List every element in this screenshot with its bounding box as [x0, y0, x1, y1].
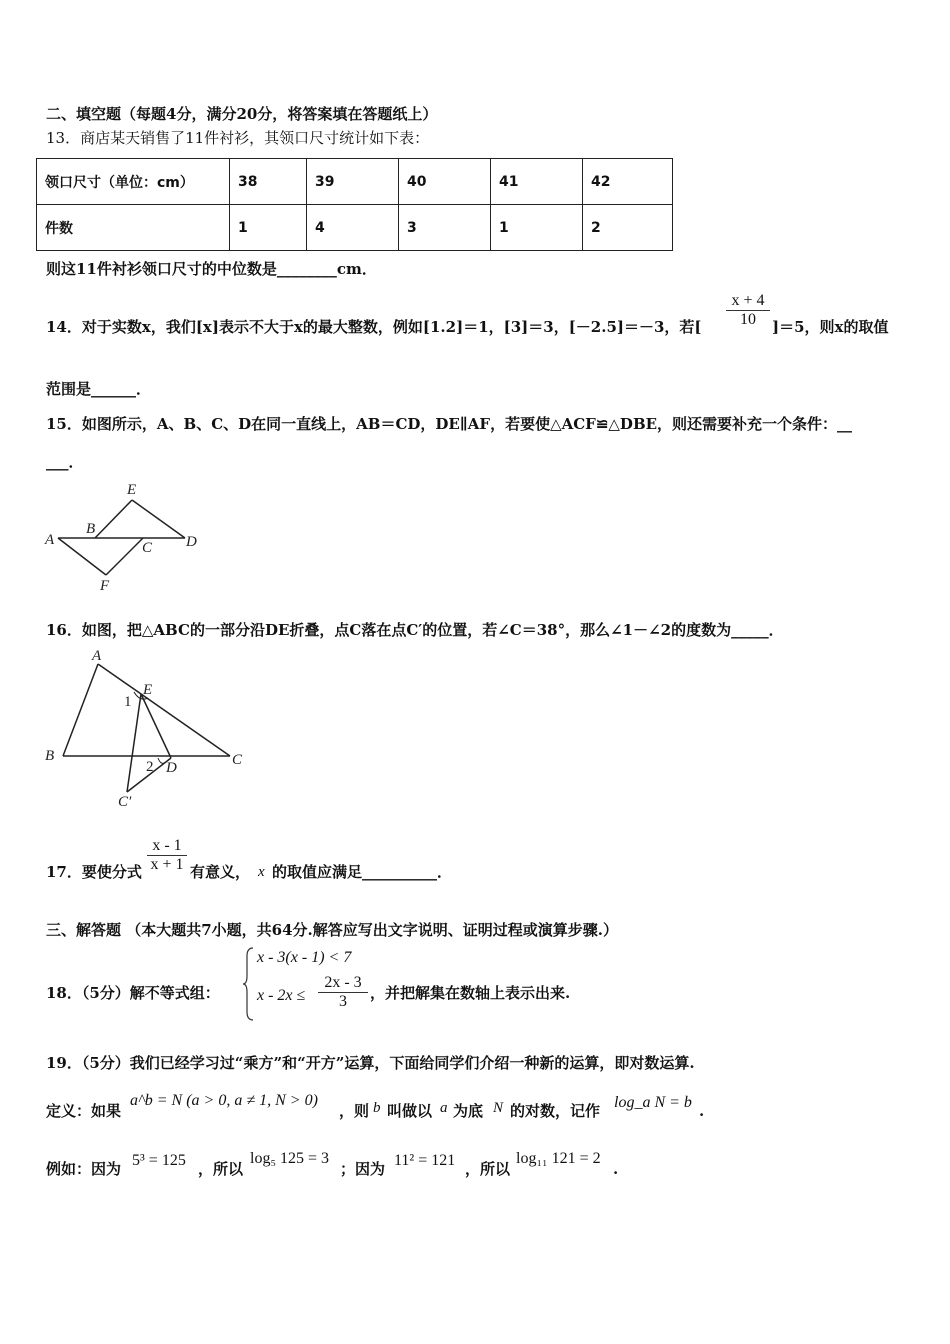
q14-text-b: ]＝5，则x的取值 — [772, 318, 889, 336]
angle-2-label: 2 — [146, 759, 154, 775]
q19-def-mid2: 叫做以 — [387, 1102, 433, 1120]
label-B: B — [86, 521, 96, 537]
q19-line1: 19．（5分）我们已经学习过“乘方”和“开方”运算，下面给同学们介绍一种新的运算，即对数运算. — [46, 1054, 695, 1072]
table-cell: 42 — [583, 159, 673, 205]
table-header-count: 件数 — [37, 205, 230, 251]
section-2-title: 二、填空题（每题4分，满分20分，将答案填在答题纸上） — [46, 105, 438, 123]
q17-fraction — [147, 837, 187, 874]
label-E: E — [143, 682, 153, 698]
table-cell: 4 — [307, 205, 399, 251]
label-C: C — [232, 752, 243, 768]
q15-figure — [40, 478, 210, 593]
section-3-title: 三、解答题 （本大题共7小题，共64分.解答应写出文字说明、证明过程或演算步骤.） — [46, 921, 618, 939]
q17-var: x — [258, 864, 265, 880]
q14-frac-den: 10 — [740, 311, 756, 328]
label-D: D — [166, 760, 177, 776]
table-row — [37, 159, 673, 205]
q19-def-N: N — [493, 1100, 504, 1116]
q19-ex1: 5³ = 125 — [132, 1152, 186, 1169]
q19-def-a: a — [440, 1100, 448, 1116]
q19-ex-prefix: 例如：因为 — [46, 1160, 122, 1178]
q19-def-end: . — [699, 1102, 705, 1120]
q18-fraction — [318, 974, 368, 1011]
q17-frac-den: x + 1 — [150, 856, 184, 873]
q19-def-expr: a^b = N (a > 0, a ≠ 1, N > 0) — [130, 1092, 318, 1109]
q15-line2: ___． — [46, 453, 84, 471]
q19-ex-mid1: ，所以 — [198, 1160, 244, 1178]
q19-ex2: log₅ 125 = 3 — [250, 1150, 330, 1167]
q18-suffix: ，并把解集在数轴上表示出来. — [370, 984, 571, 1002]
q19-ex-mid2: ；因为 — [340, 1160, 386, 1178]
q19-def-prefix: 定义：如果 — [46, 1102, 122, 1120]
q18-frac-num: 2x - 3 — [318, 974, 368, 993]
label-D: D — [186, 534, 197, 550]
q19-def-log: log_a N = b — [614, 1094, 692, 1111]
q13-question: 则这11件衬衫领口尺寸的中位数是________cm． — [46, 260, 377, 278]
label-E: E — [127, 482, 137, 498]
q16-text: 16．如图，把△ABC的一部分沿DE折叠，点C落在点C′的位置，若∠C＝38°，那么∠1－∠2的度数为_____． — [46, 621, 784, 639]
table-cell: 39 — [307, 159, 399, 205]
table-cell: 1 — [491, 205, 583, 251]
table-header-size: 领口尺寸（单位：cm） — [37, 159, 230, 205]
q18-brace — [243, 946, 255, 1022]
label-C-prime: C′ — [118, 794, 132, 810]
q19-def-b: b — [373, 1100, 381, 1116]
table-cell: 40 — [399, 159, 491, 205]
table-cell: 2 — [583, 205, 673, 251]
q14-frac-num: x + 4 — [726, 292, 770, 311]
q18-frac-den: 3 — [339, 993, 347, 1010]
q19-ex-mid3: ，所以 — [465, 1160, 511, 1178]
table-cell: 41 — [491, 159, 583, 205]
table-cell: 38 — [230, 159, 307, 205]
q14-fraction — [726, 292, 770, 329]
q16-figure — [40, 646, 250, 811]
label-B: B — [45, 748, 55, 764]
q14-text-a: 14．对于实数x，我们[x]表示不大于x的最大整数，例如[1.2]＝1，[3]＝3，[－2.5]＝－3，若[ — [46, 318, 702, 336]
size-table — [36, 158, 673, 251]
q18-prefix: 18．（5分）解不等式组： — [46, 984, 220, 1002]
label-A: A — [92, 648, 102, 664]
q17-prefix: 17．要使分式 — [46, 863, 142, 881]
q19-def-mid4: 的对数，记作 — [510, 1102, 601, 1120]
q13-stem: 13．商店某天销售了11件衬衫，其领口尺寸统计如下表： — [46, 129, 430, 147]
label-F: F — [100, 578, 110, 593]
q17-text-b: 有意义， — [190, 863, 251, 881]
table-cell: 1 — [230, 205, 307, 251]
label-C: C — [142, 540, 153, 556]
q19-ex3: 11² = 121 — [394, 1152, 456, 1169]
q19-ex-end: . — [613, 1160, 619, 1178]
label-A: A — [45, 532, 55, 548]
angle-1-label: 1 — [124, 694, 132, 710]
table-row — [37, 205, 673, 251]
q14-line2: 范围是______． — [46, 380, 152, 398]
q19-def-mid3: 为底 — [453, 1102, 484, 1120]
q15-line1: 15．如图所示，A、B、C、D在同一直线上，AB＝CD，DE∥AF，若要使△ACF≌△DBE，则还需要补充一个条件：__ — [46, 415, 853, 433]
q17-text-c: 的取值应满足__________． — [272, 863, 453, 881]
table-cell: 3 — [399, 205, 491, 251]
q17-frac-num: x - 1 — [147, 837, 187, 856]
q18-ineq1: x - 3(x - 1) < 7 — [257, 949, 352, 966]
q19-ex4: log₁₁ 121 = 2 — [516, 1150, 601, 1167]
q18-ineq2-left: x - 2x ≤ — [257, 987, 306, 1004]
q19-def-mid1: ，则 — [339, 1102, 370, 1120]
